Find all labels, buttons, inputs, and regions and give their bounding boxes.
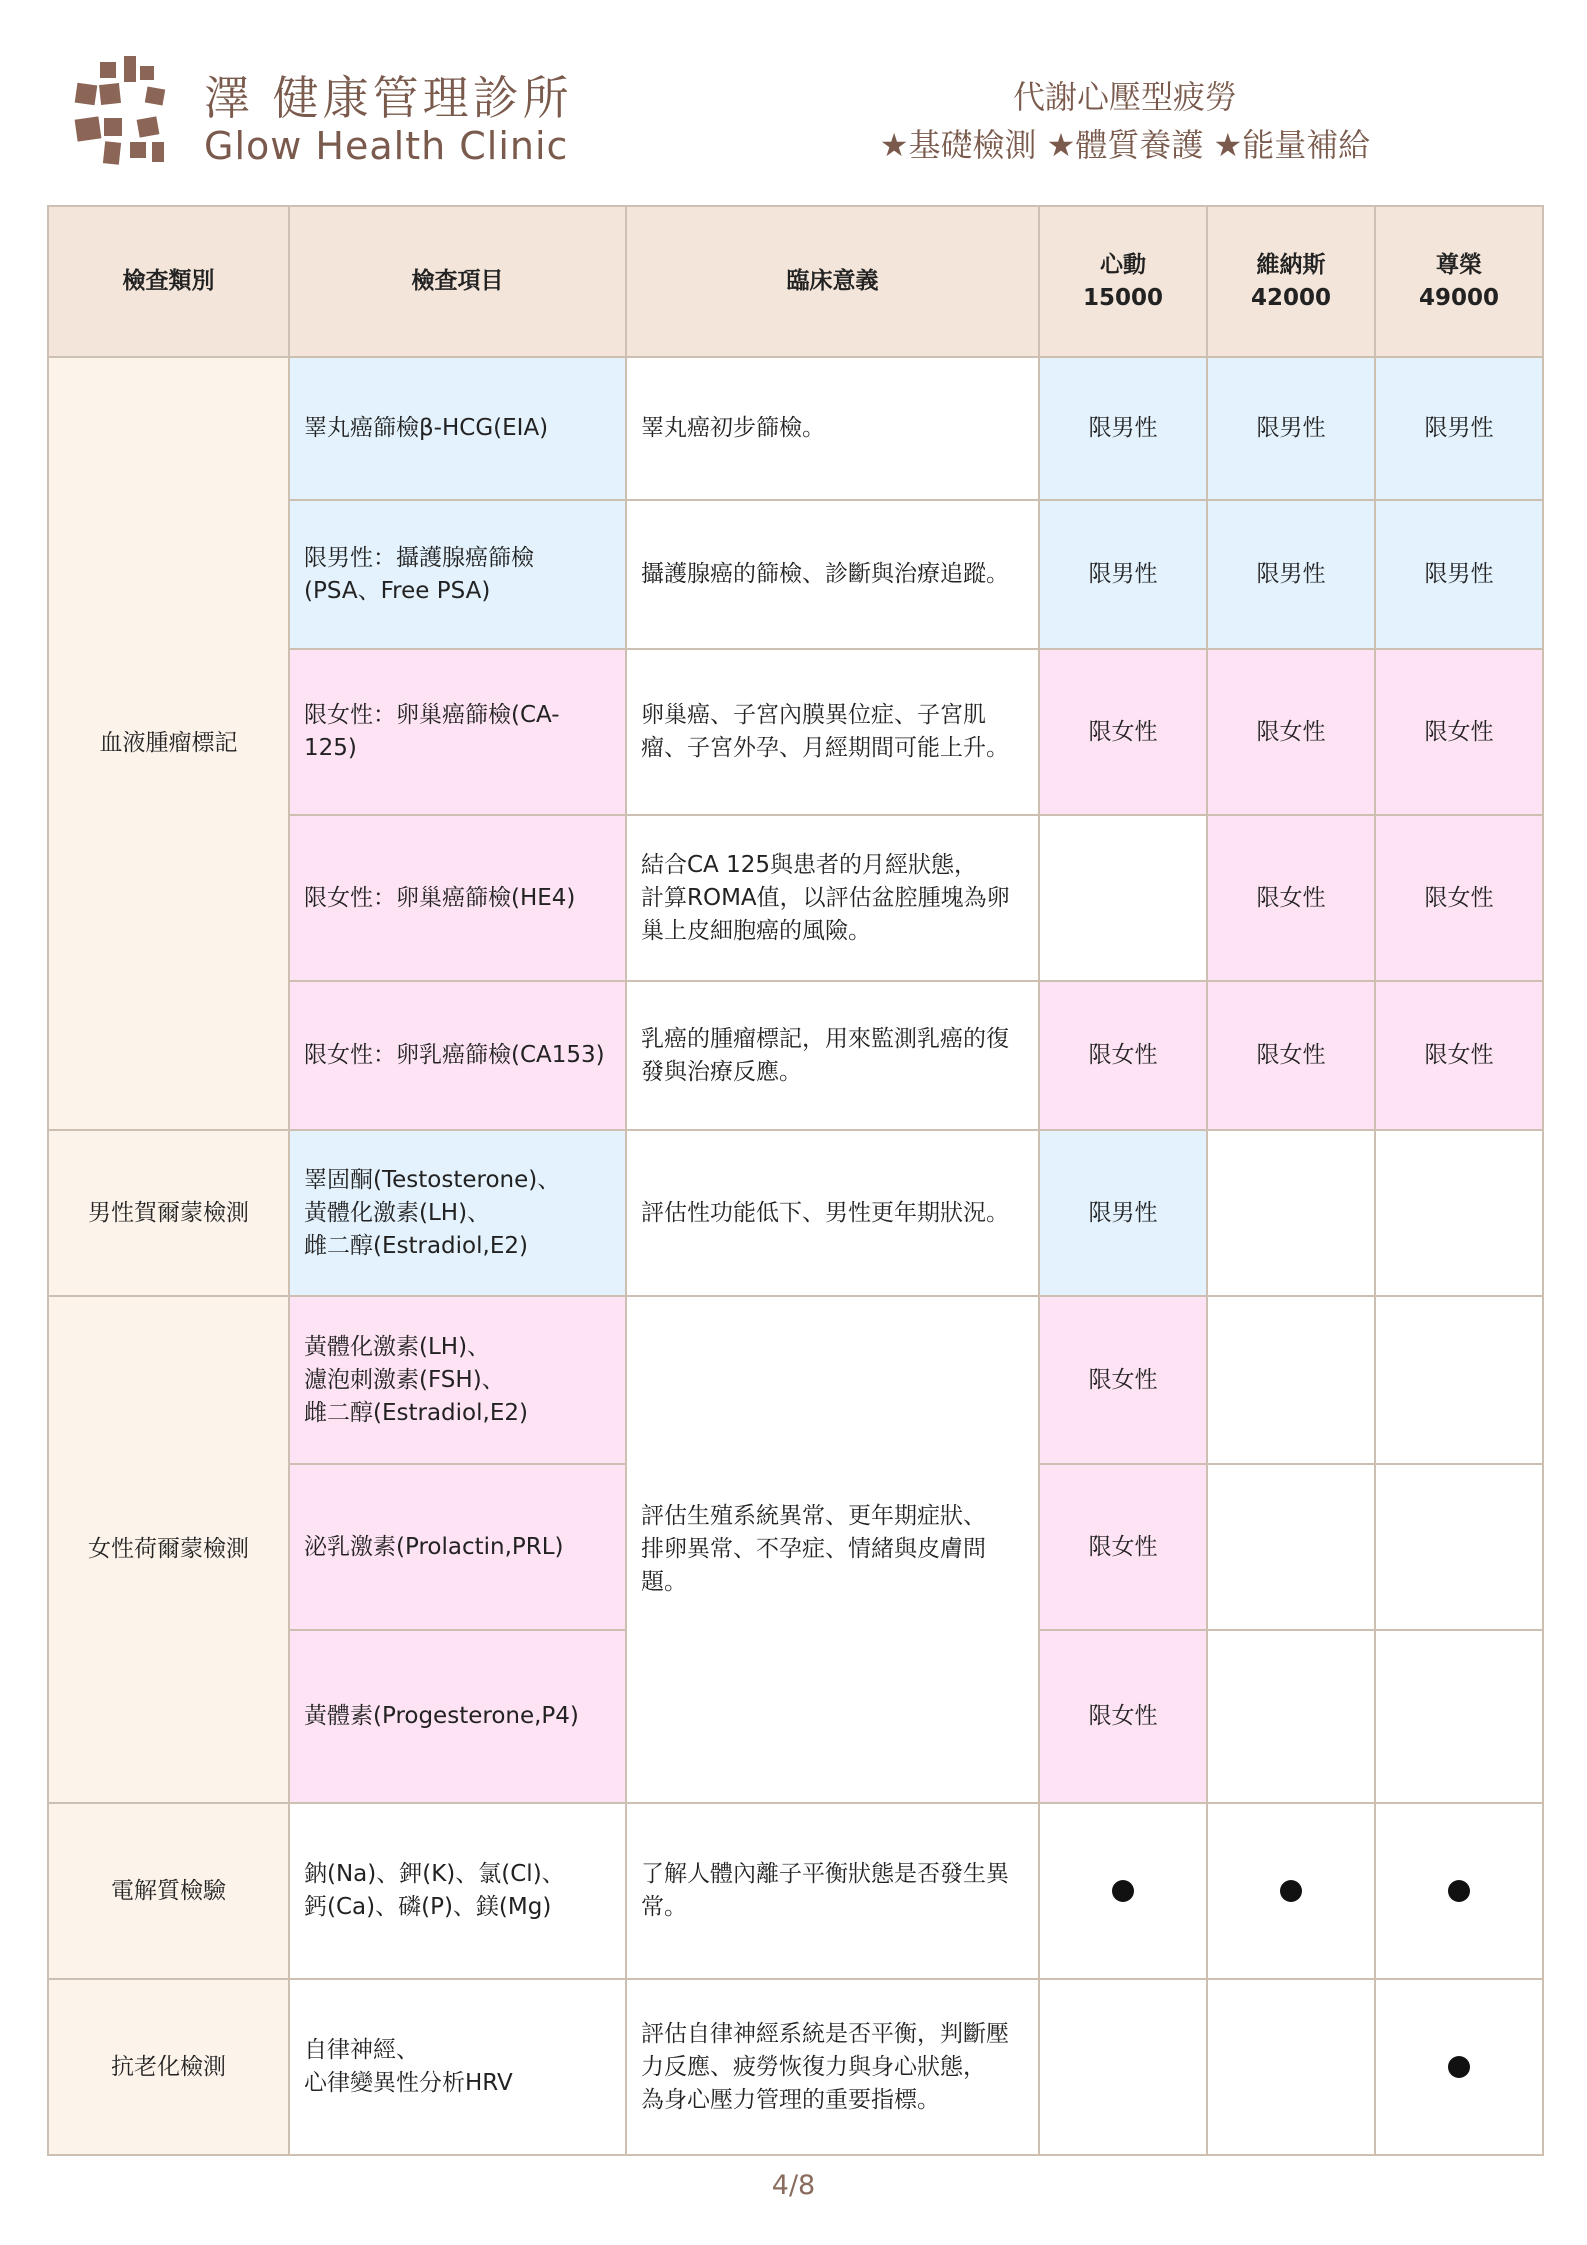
- exam-item: 泌乳激素(Prolactin,PRL): [289, 1464, 626, 1630]
- clinical-meaning: 睪丸癌初步篩檢。: [626, 357, 1039, 500]
- clinic-name-zh: 澤 健康管理診所: [204, 71, 573, 125]
- plan-cell-honor: 限女性: [1375, 649, 1543, 815]
- plan-cell-honor: [1375, 1130, 1543, 1296]
- plan-cell-venus: [1207, 1630, 1375, 1803]
- category-female-hormone: 女性荷爾蒙檢測: [48, 1296, 289, 1803]
- plan-cell-venus: 限男性: [1207, 500, 1375, 649]
- plan-subtitle: ★基礎檢測 ★體質養護 ★能量補給: [879, 126, 1371, 164]
- plan-title: 代謝心壓型疲勞: [1012, 78, 1237, 116]
- header-plan-honor: [1375, 206, 1543, 357]
- category-male-hormone: 男性賀爾蒙檢測: [48, 1130, 289, 1296]
- plan-cell-venus: 限女性: [1207, 815, 1375, 981]
- header-category: 檢查類別: [48, 206, 289, 357]
- exam-item: 限女性：卵乳癌篩檢(CA153): [289, 981, 626, 1130]
- plan-cell-venus: [1207, 1296, 1375, 1464]
- plan-cell-honor: [1375, 1464, 1543, 1630]
- clinical-meaning: 了解人體內離子平衡狀態是否發生異 常。: [626, 1803, 1039, 1979]
- plan-cell-heart: [1039, 815, 1207, 981]
- plan-cell-venus: 限女性: [1207, 981, 1375, 1130]
- plan-cell-honor: 限男性: [1375, 357, 1543, 500]
- plan-name: 尊榮: [1436, 251, 1482, 278]
- table-row: [48, 1130, 1543, 1296]
- plan-price: 15000: [1082, 284, 1164, 311]
- clinical-meaning: 乳癌的腫瘤標記，用來監測乳癌的復 發與治療反應。: [626, 981, 1039, 1130]
- table-row: [48, 1979, 1543, 2155]
- exam-table-container: [47, 205, 1544, 2156]
- exam-item: 自律神經、 心律變異性分析HRV: [289, 1979, 626, 2155]
- included-dot-icon: [1448, 1880, 1470, 1902]
- plan-cell-heart: 限女性: [1039, 1630, 1207, 1803]
- plan-cell-venus: [1207, 1130, 1375, 1296]
- plan-cell-venus: [1207, 1803, 1375, 1979]
- clinical-meaning: 評估生殖系統異常、更年期症狀、 排卵異常、不孕症、情緒與皮膚問 題。: [626, 1296, 1039, 1803]
- plan-cell-honor: [1375, 1803, 1543, 1979]
- plan-cell-heart: 限女性: [1039, 1296, 1207, 1464]
- plan-cell-venus: [1207, 1464, 1375, 1630]
- exam-item: 黃體素(Progesterone,P4): [289, 1630, 626, 1803]
- exam-item: 限男性：攝護腺癌篩檢 (PSA、Free PSA): [289, 500, 626, 649]
- clinical-meaning: 攝護腺癌的篩檢、診斷與治療追蹤。: [626, 500, 1039, 649]
- header-meaning: 臨床意義: [626, 206, 1039, 357]
- plan-cell-honor: 限女性: [1375, 981, 1543, 1130]
- category-electrolyte: 電解質檢驗: [48, 1803, 289, 1979]
- header-plan-venus: [1207, 206, 1375, 357]
- plan-cell-heart: 限男性: [1039, 1130, 1207, 1296]
- exam-item: 限女性：卵巢癌篩檢(HE4): [289, 815, 626, 981]
- clinical-meaning: 評估自律神經系統是否平衡，判斷壓 力反應、疲勞恢復力與身心狀態， 為身心壓力管理的重要指標。: [626, 1979, 1039, 2155]
- exam-item: 鈉(Na)、鉀(K)、氯(Cl)、 鈣(Ca)、磷(P)、鎂(Mg): [289, 1803, 626, 1979]
- table-row: [48, 1296, 1543, 1464]
- plan-name: 維納斯: [1256, 251, 1326, 278]
- plan-cell-honor: [1375, 1630, 1543, 1803]
- plan-price: 49000: [1418, 284, 1500, 311]
- header-item: 檢查項目: [289, 206, 626, 357]
- plan-cell-honor: [1375, 1979, 1543, 2155]
- clinical-meaning: 評估性功能低下、男性更年期狀況。: [626, 1130, 1039, 1296]
- plan-cell-honor: 限女性: [1375, 815, 1543, 981]
- exam-item: 睪丸癌篩檢β-HCG(EIA): [289, 357, 626, 500]
- plan-cell-heart: 限男性: [1039, 357, 1207, 500]
- plan-price: 42000: [1250, 284, 1332, 311]
- clinic-name-en: Glow Health Clinic: [204, 124, 569, 168]
- exam-table: [47, 205, 1544, 2156]
- clinic-logo-icon: [74, 56, 186, 168]
- plan-cell-heart: 限女性: [1039, 649, 1207, 815]
- plan-cell-heart: 限男性: [1039, 500, 1207, 649]
- exam-item: 限女性：卵巢癌篩檢(CA-125): [289, 649, 626, 815]
- plan-cell-honor: [1375, 1296, 1543, 1464]
- plan-cell-heart: 限女性: [1039, 981, 1207, 1130]
- plan-cell-heart: [1039, 1803, 1207, 1979]
- exam-item: 黃體化激素(LH)、 濾泡刺激素(FSH)、 雌二醇(Estradiol,E2): [289, 1296, 626, 1464]
- table-row: [48, 1803, 1543, 1979]
- plan-cell-honor: 限男性: [1375, 500, 1543, 649]
- included-dot-icon: [1112, 1880, 1134, 1902]
- table-row: [48, 357, 1543, 500]
- included-dot-icon: [1448, 2056, 1470, 2078]
- page-number: 4/8: [771, 2170, 816, 2201]
- header-plan-heart: [1039, 206, 1207, 357]
- included-dot-icon: [1280, 1880, 1302, 1902]
- plan-cell-heart: 限女性: [1039, 1464, 1207, 1630]
- category-anti-aging: 抗老化檢測: [48, 1979, 289, 2155]
- plan-cell-heart: [1039, 1979, 1207, 2155]
- plan-cell-venus: 限男性: [1207, 357, 1375, 500]
- table-header-row: [48, 206, 1543, 357]
- plan-cell-venus: [1207, 1979, 1375, 2155]
- exam-item: 睪固酮(Testosterone)、 黃體化激素(LH)、 雌二醇(Estradiol,E2): [289, 1130, 626, 1296]
- clinical-meaning: 結合CA 125與患者的月經狀態， 計算ROMA值，以評估盆腔腫塊為卵 巢上皮細胞癌的風險。: [626, 815, 1039, 981]
- page-header: [0, 0, 1587, 200]
- category-blood-tumor: 血液腫瘤標記: [48, 357, 289, 1130]
- plan-name: 心動: [1100, 251, 1146, 278]
- plan-cell-venus: 限女性: [1207, 649, 1375, 815]
- clinical-meaning: 卵巢癌、子宮內膜異位症、子宮肌 瘤、子宮外孕、月經期間可能上升。: [626, 649, 1039, 815]
